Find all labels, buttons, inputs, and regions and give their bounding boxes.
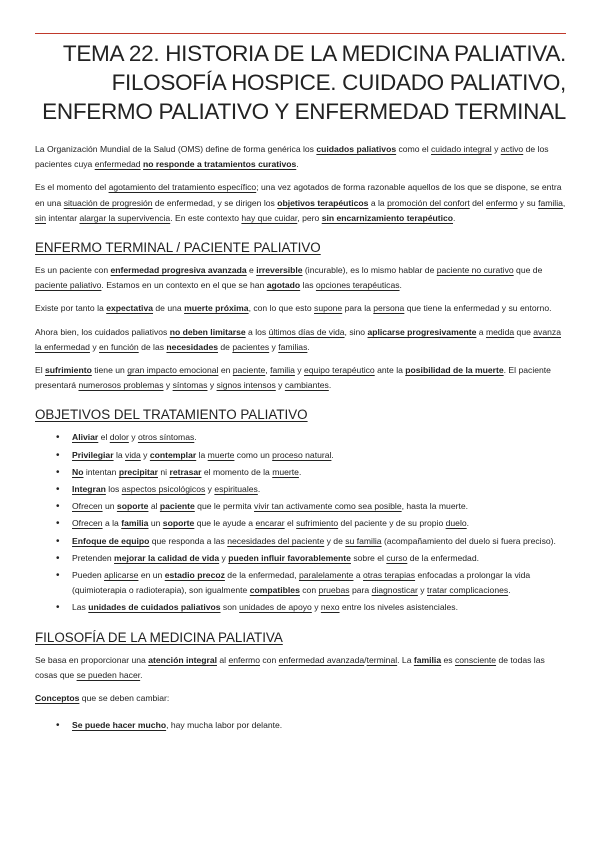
list-item: • Pueden aplicarse en un estadio precoz de la enfermedad, paralelamente a otras terapias enfocadas a prolongar la vida (quimioterapia o radioterapia), son igualmente compatibles con pruebas para diagnosticar y tratar complicaciones.	[72, 568, 566, 598]
section1-paragraph-4: El sufrimiento tiene un gran impacto emocional en paciente, familia y equipo terapéutico ante la posibilidad de la muerte. El paciente presentará numerosos problemas y síntomas y signos intensos y cambiantes.	[35, 365, 551, 391]
list-item: • Aliviar el dolor y otros síntomas.	[72, 430, 566, 445]
section1-paragraph-1: Es un paciente con enfermedad progresiva avanzada e irreversible (incurable), es lo mismo hablar de paciente no curativo que de paciente paliativo. Estamos en un contexto en el que se han agotado las opciones terapéuticas.	[35, 265, 543, 291]
document-body	[35, 142, 566, 741]
list-item: • Privilegiar la vida y contemplar la muerte como un proceso natural.	[72, 448, 566, 463]
section-heading-objetivos: OBJETIVOS DEL TRATAMIENTO PALIATIVO	[35, 407, 308, 423]
section1-paragraph-3: Ahora bien, los cuidados paliativos no deben limitarse a los últimos días de vida, sino aplicarse progresivamente a medida que avanza la enfermedad y en función de las necesidades de pacientes y familias.	[35, 326, 561, 352]
section3-paragraph-1: Se basa en proporcionar una atención integral al enfermo con enfermedad avanzada/terminal. La familia es consciente de todas las cosas que se pueden hacer.	[35, 654, 545, 680]
intro-paragraph-2: Es el momento del agotamiento del tratamiento específico; una vez agotados de forma razonable aquellos de los que se dispone, se entra en una situación de progresión de enfermedad, y se dirigen los objetivos terapéuticos a la promoción del confort del enfermo y su familia, sin intentar alargar la supervivencia. En este contexto hay que cuidar, pero sin encarnizamiento terapéutico.	[35, 182, 566, 223]
intro-paragraph-1: La Organización Mundial de la Salud (OMS) define de forma genérica los cuidados paliativos como el cuidado integral y activo de los pacientes cuya enfermedad no responde a tratamientos curativos.	[35, 144, 549, 170]
section-heading-enfermo-terminal: ENFERMO TERMINAL / PACIENTE PALIATIVO	[35, 240, 321, 256]
list-item: • No intentan precipitar ni retrasar el momento de la muerte.	[72, 465, 566, 480]
list-item: • Integran los aspectos psicológicos y espirituales.	[72, 482, 566, 497]
section3-paragraph-2: Conceptos que se deben cambiar:	[35, 693, 170, 704]
list-item: • Pretenden mejorar la calidad de vida y pueden influir favorablemente sobre el curso de la enfermedad.	[72, 551, 566, 566]
list-item: • Ofrecen un soporte al paciente que le permita vivir tan activamente como sea posible, hasta la muerte.	[72, 499, 566, 514]
title-line-1: TEMA 22. HISTORIA DE LA MEDICINA PALIATIVA.	[62, 41, 566, 66]
list-item: • Ofrecen a la familia un soporte que le ayude a encarar el sufrimiento del paciente y de su propio duelo.	[72, 516, 566, 531]
objetivos-list	[35, 430, 566, 615]
title-line-2: FILOSOFÍA HOSPICE. CUIDADO PALIATIVO,	[111, 70, 566, 95]
section1-paragraph-2: Existe por tanto la expectativa de una muerte próxima, con lo que esto supone para la persona que tiene la enfermedad y su entorno.	[35, 303, 552, 314]
conceptos-list	[35, 718, 566, 733]
list-item: • Las unidades de cuidados paliativos son unidades de apoyo y nexo entre los niveles asistenciales.	[72, 600, 566, 615]
list-item: • Se puede hacer mucho, hay mucha labor por delante.	[72, 718, 566, 733]
title-line-3: ENFERMO PALIATIVO Y ENFERMEDAD TERMINAL	[42, 99, 566, 124]
list-item: • Enfoque de equipo que responda a las necesidades del paciente y de su familia (acompañamiento del duelo si fuera preciso).	[72, 534, 566, 549]
page-title	[35, 39, 566, 126]
title-divider	[35, 33, 566, 34]
section-heading-filosofia: FILOSOFÍA DE LA MEDICINA PALIATIVA	[35, 629, 283, 645]
